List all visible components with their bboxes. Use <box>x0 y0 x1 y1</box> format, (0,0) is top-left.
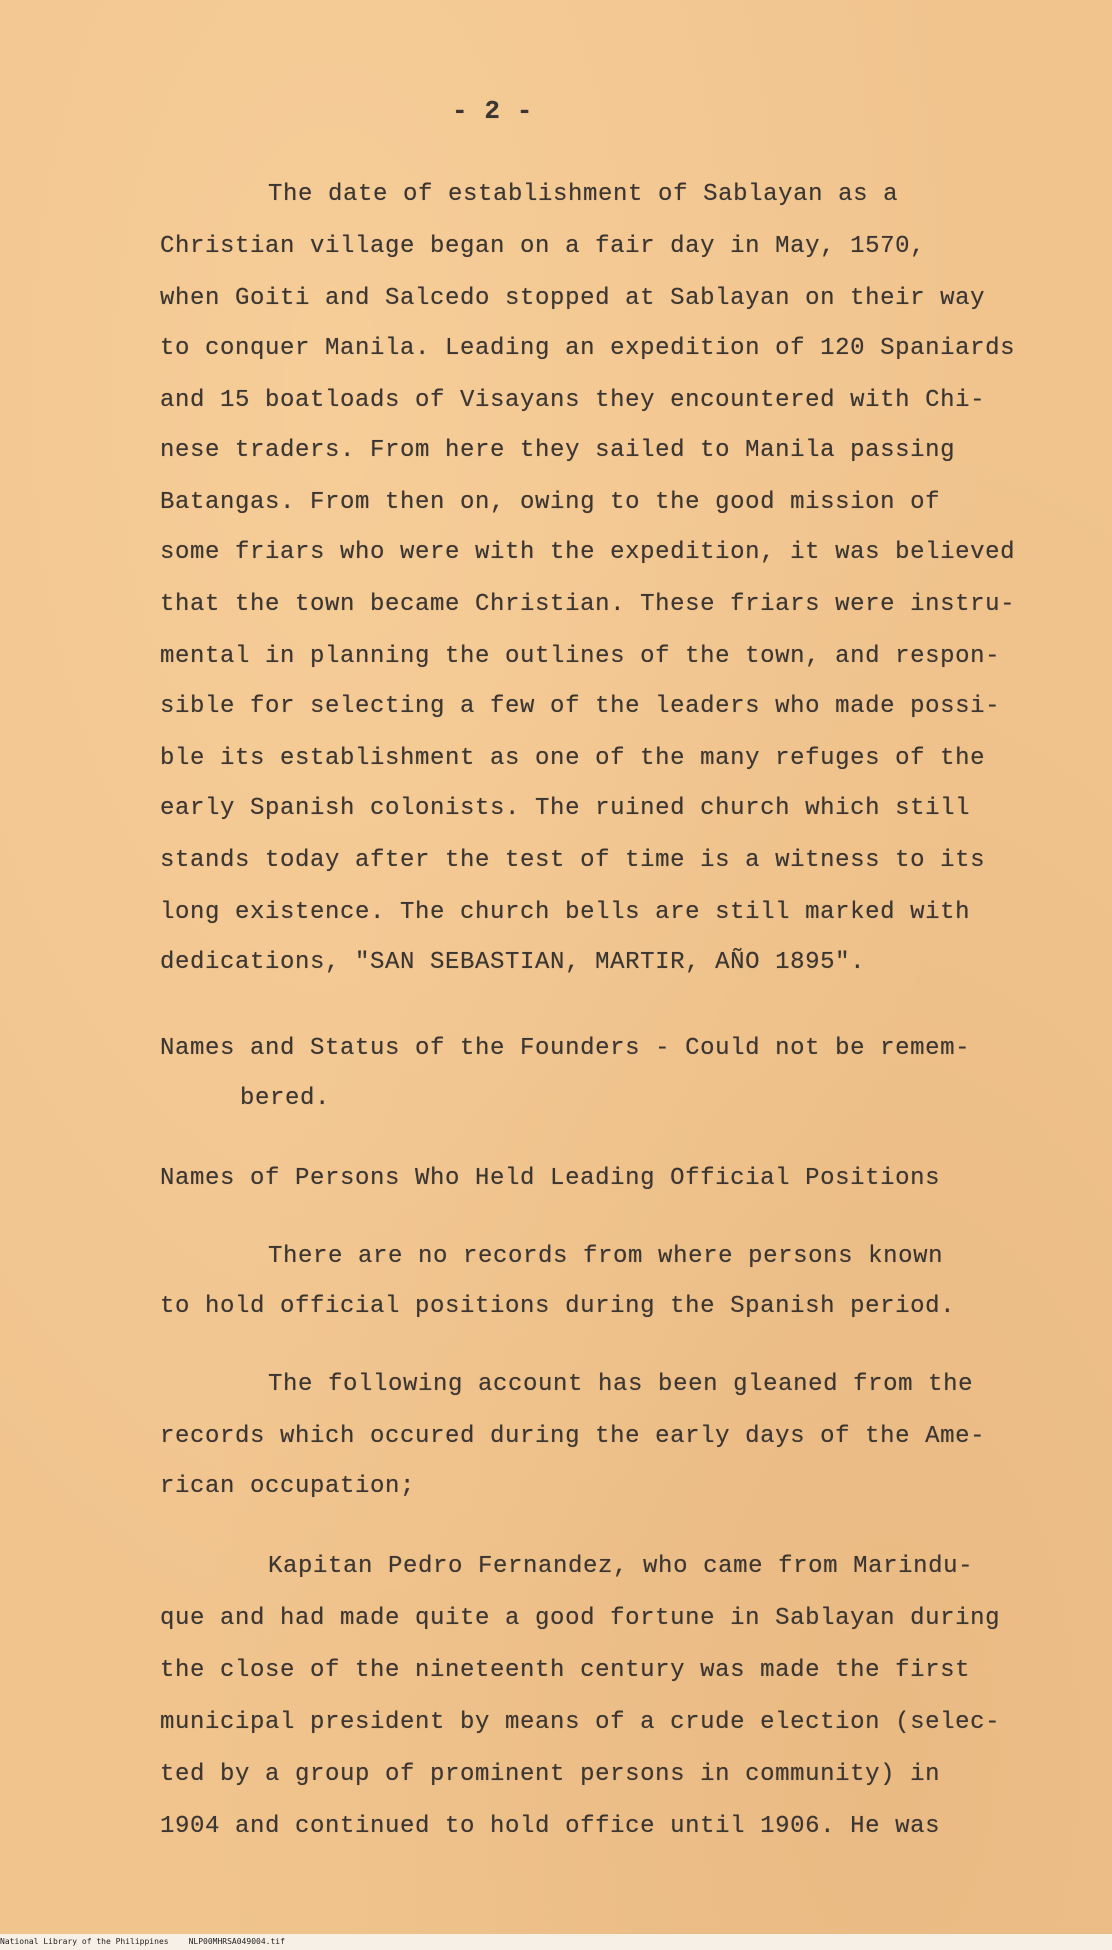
section-heading-officials: Names of Persons Who Held Leading Official Positions <box>160 1165 941 1192</box>
text-line: municipal president by means of a crude election (selec- <box>160 1709 1001 1736</box>
text-line: the close of the nineteenth century was made the first <box>160 1657 971 1684</box>
text-line: some friars who were with the expedition, it was believed <box>160 539 1016 566</box>
text-line: records which occured during the early days of the Ame- <box>160 1423 986 1450</box>
text-line: que and had made quite a good fortune in Sablayan during <box>160 1605 1001 1632</box>
text-line: Names and Status of the Founders - Could not be remem- <box>160 1035 971 1062</box>
text-line: when Goiti and Salcedo stopped at Sablayan on their way <box>160 285 986 312</box>
text-line: ble its establishment as one of the many refuges of the <box>160 745 986 772</box>
scan-footer <box>0 1937 285 1947</box>
footer-file: NLP00MHRSA049004.tif <box>188 1937 285 1946</box>
text-line: to conquer Manila. Leading an expedition of 120 Spaniards <box>160 335 1016 362</box>
text-line: Batangas. From then on, owing to the good mission of <box>160 489 941 516</box>
text-line: Christian village began on a fair day in May, 1570, <box>160 233 926 260</box>
text-line: long existence. The church bells are still marked with <box>160 899 971 926</box>
text-line: sible for selecting a few of the leaders who made possi- <box>160 693 1001 720</box>
text-line: bered. <box>240 1085 331 1112</box>
text-line: that the town became Christian. These friars were instru- <box>160 591 1016 618</box>
text-line: nese traders. From here they sailed to Manila passing <box>160 437 956 464</box>
text-line: early Spanish colonists. The ruined church which still <box>160 795 971 822</box>
footer-library: National Library of the Philippines <box>0 1937 169 1946</box>
text-line: mental in planning the outlines of the town, and respon- <box>160 643 1001 670</box>
text-line: stands today after the test of time is a witness to its <box>160 847 986 874</box>
text-line: The date of establishment of Sablayan as a <box>268 181 899 208</box>
text-line: rican occupation; <box>160 1473 416 1500</box>
page-number: - 2 - <box>452 96 534 126</box>
text-line: to hold official positions during the Spanish period. <box>160 1293 956 1320</box>
text-line: dedications, "SAN SEBASTIAN, MARTIR, AÑO 1895". <box>160 949 866 976</box>
text-line: The following account has been gleaned from the <box>268 1371 974 1398</box>
text-line: Kapitan Pedro Fernandez, who came from Marindu- <box>268 1553 974 1580</box>
text-line: ted by a group of prominent persons in community) in <box>160 1761 941 1788</box>
text-line: and 15 boatloads of Visayans they encountered with Chi- <box>160 387 986 414</box>
text-line: 1904 and continued to hold office until 1906. He was <box>160 1813 941 1840</box>
text-line: There are no records from where persons known <box>268 1243 944 1270</box>
